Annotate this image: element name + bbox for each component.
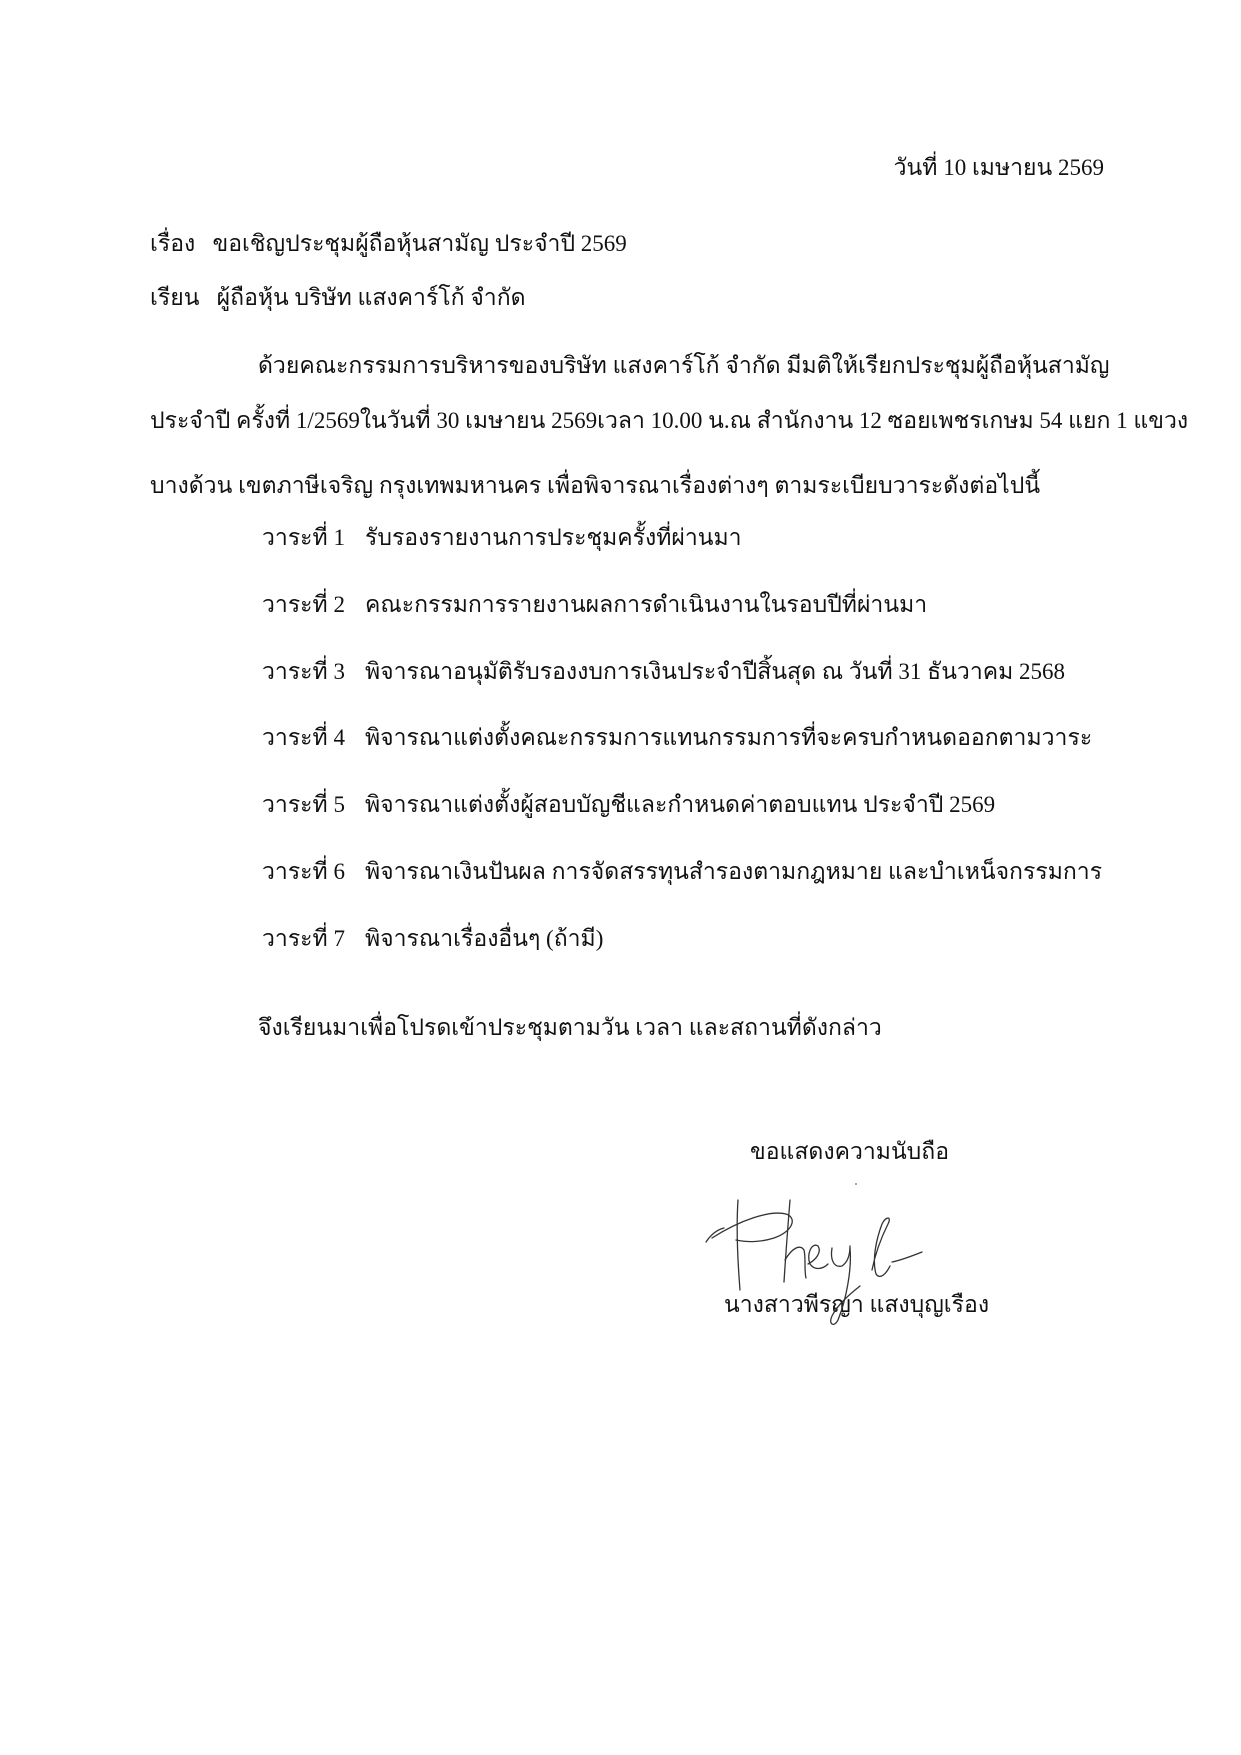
body-paragraph-line-2: ประจำปี ครั้งที่ 1/2569ในวันที่ 30 เมษายน 2569เวลา 10.00 น.ณ สำนักงาน 12 ซอยเพชรเกษม 54 แยก 1 แขวง [150, 408, 1189, 433]
subject-line [150, 229, 627, 259]
body-paragraph-line-3: บางด้วน เขตภาษีเจริญ กรุงเทพมหานคร เพื่อพิจารณาเรื่องต่างๆ ตามระเบียบวาระดังต่อไปนี้ [150, 473, 1041, 498]
agenda-item [262, 590, 1162, 620]
closing-invitation: จึงเรียนมาเพื่อโปรดเข้าประชุมตามวัน เวลา และสถานที่ดังกล่าว [258, 1015, 882, 1040]
agenda-number: วาระที่ 5 [262, 792, 345, 817]
agenda-text: พิจารณาเงินปันผล การจัดสรรทุนสำรองตามกฎหมาย และบำเหน็จกรรมการ [365, 859, 1103, 884]
body-paragraph-line-1: ด้วยคณะกรรมการบริหารของบริษัท แสงคาร์โก้ จำกัด มีมติให้เรียกประชุมผู้ถือหุ้นสามัญ [258, 353, 1110, 378]
handwritten-signature-icon [700, 1170, 960, 1330]
agenda-text: คณะกรรมการรายงานผลการดำเนินงานในรอบปีที่ผ่านมา [365, 592, 928, 617]
agenda-number: วาระที่ 6 [262, 859, 345, 884]
agenda-number: วาระที่ 3 [262, 659, 345, 684]
agenda-number: วาระที่ 2 [262, 592, 345, 617]
agenda-item [262, 723, 1162, 753]
subject-label: เรื่อง [150, 231, 196, 256]
agenda-item [262, 790, 1162, 820]
agenda-number: วาระที่ 1 [262, 525, 345, 550]
addressee-label: เรียน [150, 285, 200, 310]
agenda-item [262, 857, 1162, 887]
agenda-text: พิจารณาอนุมัติรับรองงบการเงินประจำปีสิ้นสุด ณ วันที่ 31 ธันวาคม 2568 [365, 659, 1066, 684]
agenda-text: พิจารณาเรื่องอื่นๆ (ถ้ามี) [365, 926, 604, 951]
letter-date: วันที่ 10 เมษายน 2569 [893, 155, 1104, 180]
closing-regards: ขอแสดงความนับถือ [750, 1139, 950, 1164]
addressee-line [150, 283, 526, 313]
agenda-number: วาระที่ 7 [262, 926, 345, 951]
agenda-text: พิจารณาแต่งตั้งผู้สอบบัญชีและกำหนดค่าตอบแทน ประจำปี 2569 [365, 792, 996, 817]
addressee-text: ผู้ถือหุ้น บริษัท แสงคาร์โก้ จำกัด [216, 285, 526, 310]
signer-name: นางสาวพีรญา แสงบุญเรือง [724, 1292, 990, 1317]
agenda-text: พิจารณาแต่งตั้งคณะกรรมการแทนกรรมการที่จะครบกำหนดออกตามวาระ [365, 725, 1093, 750]
subject-text: ขอเชิญประชุมผู้ถือหุ้นสามัญ ประจำปี 2569 [212, 231, 627, 256]
agenda-number: วาระที่ 4 [262, 725, 345, 750]
agenda-item [262, 523, 1162, 553]
agenda-text: รับรองรายงานการประชุมครั้งที่ผ่านมา [365, 525, 742, 550]
agenda-item [262, 657, 1162, 687]
agenda-item [262, 924, 1162, 954]
